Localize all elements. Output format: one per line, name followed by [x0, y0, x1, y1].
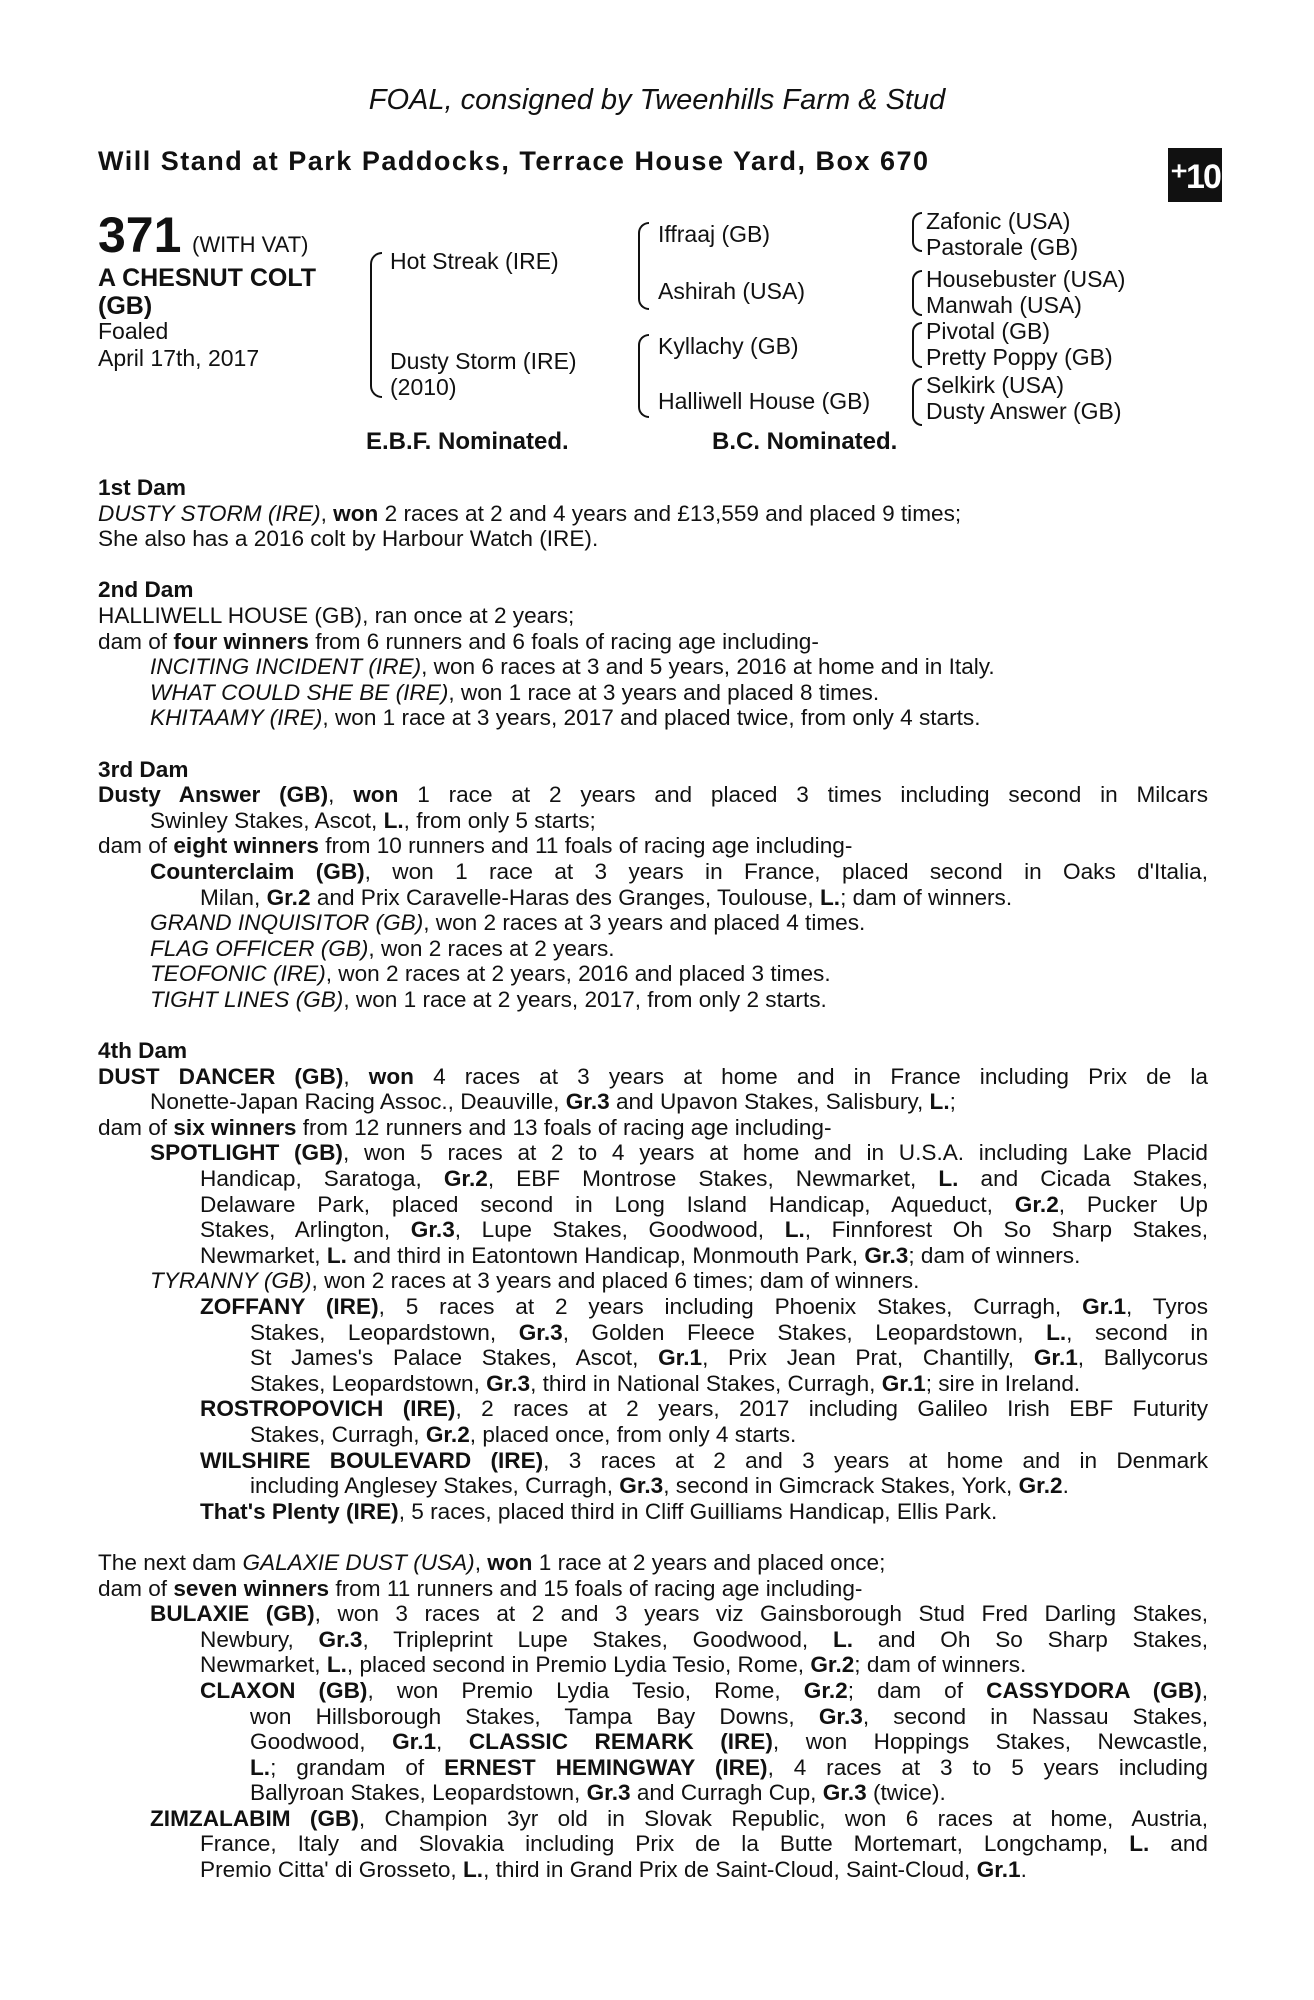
listed-mark: L. — [929, 1089, 950, 1115]
progeny-name: KHITAAMY (IRE) — [150, 705, 323, 731]
group-mark: Gr.2 — [425, 1421, 470, 1447]
progeny-name: CASSYDORA (GB) — [986, 1677, 1202, 1703]
next-dam-won: won — [487, 1549, 533, 1575]
text: Milan, — [200, 884, 261, 910]
text: Delaware Park, placed second in Long Island Handicap, Aqueduct, — [200, 1191, 993, 1217]
text: . — [1062, 1473, 1069, 1499]
first-dam-won: won — [333, 500, 379, 526]
pedigree-brace-ss — [912, 212, 922, 252]
text: , 3 races at 2 and 3 years at home and in Denmark — [543, 1447, 1208, 1473]
sire-name: Hot Streak (IRE) — [390, 248, 559, 274]
text: , third in Grand Prix de Saint-Cloud, Saint-Cloud, — [483, 1857, 971, 1883]
progeny-continuation — [98, 1166, 1208, 1192]
first-dam-line1: DUSTY STORM (IRE), won 2 races at 2 and 4 years and £13,559 and placed 9 times; — [98, 500, 962, 526]
winners-count: eight winners — [173, 833, 319, 859]
text: , Prix Jean Prat, Chantilly, — [702, 1345, 1015, 1371]
text: , won Premio Lydia Tesio, Rome, — [367, 1677, 781, 1703]
listed-mark: L. — [250, 1754, 271, 1780]
listed-mark: L. — [1129, 1831, 1150, 1857]
progeny-entry — [98, 1268, 1208, 1294]
progeny-name: TEOFONIC (IRE) — [150, 961, 326, 987]
text: , placed once, from only 4 starts. — [469, 1421, 797, 1447]
vat-note: (WITH VAT) — [192, 232, 309, 257]
listed-mark: L. — [462, 1857, 484, 1883]
text: and Prix Caravelle-Haras des Granges, Toulouse, — [316, 884, 814, 910]
text: and Curragh Cup, — [636, 1780, 817, 1806]
group-mark: Gr.2 — [443, 1166, 488, 1192]
damof-detail: from 11 runners and 15 foals of racing age including- — [335, 1575, 863, 1601]
progeny-continuation — [98, 1857, 1208, 1883]
text: , Tyros — [1126, 1294, 1209, 1319]
dd-dam: Dusty Answer (GB) — [926, 398, 1122, 424]
progeny-continuation — [98, 1422, 1208, 1448]
text: Newmarket, — [200, 1652, 321, 1678]
progeny-entry — [98, 961, 1208, 987]
foaled-label: Foaled — [98, 318, 169, 344]
fourth-dam-text: 4 races at 3 years at home and in France including Prix de la — [433, 1063, 1208, 1089]
group-mark: Gr.3 — [518, 1319, 563, 1345]
spacer — [98, 1012, 1208, 1038]
text: , Ballycorus — [1077, 1345, 1209, 1371]
group-mark: Gr.1 — [658, 1345, 703, 1371]
listed-mark: L. — [784, 1217, 805, 1243]
group-mark: Gr.2 — [1014, 1191, 1059, 1217]
next-dam-name: GALAXIE DUST (USA) — [242, 1549, 475, 1575]
progeny-text: , won 2 races at 3 years and placed 4 times. — [423, 910, 866, 936]
text: ; dam of — [847, 1677, 964, 1703]
consignment-title: FOAL, consigned by Tweenhills Farm & Stud — [368, 84, 946, 116]
text: , second in — [1066, 1319, 1209, 1345]
progeny-text: , won 5 races at 2 to 4 years at home and in U.S.A. including Lake Placid — [342, 1140, 1208, 1166]
group-mark: Gr.2 — [810, 1652, 855, 1678]
progeny-name: WILSHIRE BOULEVARD (IRE) — [200, 1447, 544, 1473]
progeny-entry — [98, 680, 1208, 706]
group-mark: Gr.3 — [565, 1089, 610, 1115]
damof-detail: from 12 runners and 13 foals of racing age including- — [302, 1114, 832, 1140]
ds-dam: Pretty Poppy (GB) — [926, 344, 1113, 370]
progeny-continuation — [98, 1755, 1208, 1781]
second-dam-damof — [98, 629, 1208, 655]
group-mark: Gr.3 — [486, 1370, 531, 1396]
text: ; dam of winners. — [854, 1652, 1027, 1678]
winners-count: seven winners — [173, 1575, 330, 1601]
text: ; sire in Ireland. — [925, 1370, 1081, 1396]
stand-location: Will Stand at Park Paddocks, Terrace House Yard, Box 670 — [98, 146, 930, 176]
damof-label: dam of — [98, 833, 168, 859]
progeny-name: GRAND INQUISITOR (GB) — [150, 910, 424, 936]
text: , Tripleprint Lupe Stakes, Goodwood, — [362, 1626, 809, 1652]
text: , — [436, 1729, 443, 1755]
text: and Upavon Stakes, Salisbury, — [615, 1089, 924, 1115]
text: , third in National Stakes, Curragh, — [530, 1370, 876, 1396]
text: Premio Citta' di Grosseto, — [200, 1857, 457, 1883]
text: The next dam — [98, 1549, 237, 1575]
group-mark: Gr.1 — [392, 1729, 437, 1755]
third-dam-line2 — [98, 808, 1208, 834]
text: , Golden Fleece Stakes, Leopardstown, — [562, 1319, 1024, 1345]
text: ; grandam of — [270, 1754, 425, 1780]
text: ; — [949, 1089, 956, 1115]
text: St James's Palace Stakes, Ascot, — [250, 1345, 639, 1371]
foaled-info — [98, 318, 259, 372]
progeny-name: CLAXON (GB) — [200, 1677, 368, 1703]
third-dam-text: 1 race at 2 years and placed 3 times including second in Milcars — [417, 782, 1209, 808]
progeny-entry — [98, 1601, 1208, 1627]
text: , won 3 races at 2 and 3 years viz Gainsborough Stud Fred Darling Stakes, — [314, 1601, 1208, 1627]
progeny-continuation — [98, 1320, 1208, 1346]
sd-dam: Manwah (USA) — [926, 292, 1082, 318]
text: Goodwood, — [250, 1729, 366, 1755]
listed-mark: L. — [326, 1652, 347, 1678]
third-dam-line1: Dusty Answer (GB), won 1 race at 2 years and placed 3 times including second in Milcars — [98, 782, 1209, 808]
progeny-name: ERNEST HEMINGWAY (IRE) — [444, 1754, 768, 1780]
group-mark: Gr.1 — [976, 1857, 1021, 1883]
damof-label: dam of — [98, 1114, 168, 1140]
progeny-continuation — [98, 1345, 1208, 1371]
foaled-date: April 17th, 2017 — [98, 345, 260, 371]
lot-desc-line2: (GB) — [98, 292, 153, 320]
catalogue-body — [98, 475, 1208, 1883]
text: Stakes, Curragh, — [250, 1421, 420, 1447]
progeny-continuation — [98, 1243, 1208, 1269]
group-mark: Gr.3 — [586, 1780, 631, 1806]
text: Nonette-Japan Racing Assoc., Deauville, — [150, 1089, 560, 1115]
progeny-text: , won 1 race at 3 years and placed 8 times. — [448, 679, 880, 705]
third-dam-name: Dusty Answer (GB) — [98, 782, 329, 808]
listed-mark: L. — [820, 884, 841, 910]
text: , second in Nassau Stakes, — [862, 1703, 1208, 1729]
ss-sire: Zafonic (USA) — [926, 208, 1071, 234]
progeny-name: FLAG OFFICER (GB) — [150, 935, 369, 961]
group-mark: Gr.1 — [1033, 1345, 1078, 1371]
winners-count: six winners — [173, 1114, 297, 1140]
text: ; dam of winners. — [840, 884, 1013, 910]
progeny-name: ROSTROPOVICH (IRE) — [200, 1396, 456, 1422]
progeny-entry — [98, 936, 1208, 962]
text: Ballyroan Stakes, Leopardstown, — [250, 1780, 581, 1806]
progeny-text: , won 6 races at 3 and 5 years, 2016 at home and in Italy. — [421, 654, 995, 680]
text: , Finnforest Oh So Sharp Stakes, — [804, 1217, 1208, 1243]
text: including Anglesey Stakes, Curragh, — [250, 1473, 613, 1499]
ebf-nominated: E.B.F. Nominated. — [366, 428, 569, 455]
lot-description — [98, 264, 368, 320]
damof-label: dam of — [98, 628, 168, 654]
next-dam-damof — [98, 1576, 1208, 1602]
second-dam-line1: HALLIWELL HOUSE (GB), ran once at 2 years; — [98, 602, 575, 628]
second-dam-heading: 2nd Dam — [98, 577, 194, 603]
sd-sire: Housebuster (USA) — [926, 266, 1126, 292]
third-dam-damof — [98, 833, 1208, 859]
sire-dam: Ashirah (USA) — [658, 278, 805, 304]
text: Stakes, Leopardstown, — [250, 1370, 480, 1396]
progeny-continuation — [98, 1780, 1208, 1806]
bc-nominated: B.C. Nominated. — [712, 428, 898, 455]
next-dam-line1: The next dam GALAXIE DUST (USA), won 1 race at 2 years and placed once; — [98, 1549, 886, 1575]
progeny-text: , won 2 races at 3 years and placed 6 times; dam of winners. — [311, 1268, 920, 1294]
fourth-dam-line1: DUST DANCER (GB), won 4 races at 3 years at home and in France including Prix de la — [98, 1063, 1208, 1089]
text: 1 race at 2 years and placed once; — [538, 1549, 886, 1575]
text: Swinley Stakes, Ascot, — [150, 807, 378, 833]
progeny-continuation — [98, 1652, 1208, 1678]
pedigree-brace-sd — [912, 270, 922, 316]
progeny-continuation — [98, 1473, 1208, 1499]
text: and — [1170, 1831, 1208, 1857]
text: . — [1020, 1857, 1027, 1883]
text: Newbury, — [200, 1626, 294, 1652]
text: (twice). — [872, 1780, 946, 1806]
progeny-text: , won 1 race at 2 years, 2017, from only 2 starts. — [343, 986, 827, 1012]
grand-progeny-entry — [98, 1448, 1208, 1474]
text: Newmarket, — [200, 1242, 321, 1268]
progeny-entry — [98, 654, 1208, 680]
fourth-dam-damof — [98, 1115, 1208, 1141]
listed-mark: L. — [383, 807, 404, 833]
progeny-text: , won 2 races at 2 years. — [368, 935, 615, 961]
progeny-name: TYRANNY (GB) — [150, 1268, 312, 1294]
progeny-name: ZIMZALABIM (GB) — [150, 1805, 359, 1831]
listed-mark: L. — [938, 1166, 959, 1192]
ss-dam: Pastorale (GB) — [926, 234, 1079, 260]
spacer — [98, 552, 1208, 578]
progeny-text: , won 1 race at 3 years in France, placed second in Oaks d'Italia, — [364, 858, 1208, 884]
grand-progeny-entry — [98, 1396, 1208, 1422]
text: , from only 5 starts; — [403, 807, 596, 833]
progeny-continuation — [98, 1627, 1208, 1653]
pedigree-brace-main — [370, 252, 382, 398]
first-dam-name: DUSTY STORM (IRE) — [98, 500, 321, 526]
winners-count: four winners — [173, 628, 309, 654]
text: , — [1201, 1677, 1208, 1703]
text: , 5 races at 2 years including Phoenix Stakes, Curragh, — [378, 1294, 1062, 1319]
progeny-name: WHAT COULD SHE BE (IRE) — [150, 679, 449, 705]
group-mark: Gr.1 — [1082, 1294, 1127, 1319]
text: and third in Eatontown Handicap, Monmouth Park, — [353, 1242, 859, 1268]
progeny-entry — [98, 1140, 1208, 1166]
group-mark: Gr.3 — [318, 1626, 363, 1652]
text: Handicap, Saratoga, — [200, 1166, 422, 1192]
third-dam-heading: 3rd Dam — [98, 756, 189, 782]
text: Stakes, Arlington, — [200, 1217, 391, 1243]
damof-label: dam of — [98, 1575, 168, 1601]
group-mark: Gr.3 — [822, 1780, 867, 1806]
progeny-name: ZOFFANY (IRE) — [200, 1294, 379, 1319]
progeny-name: INCITING INCIDENT (IRE) — [150, 654, 422, 680]
group-mark: Gr.3 — [410, 1217, 455, 1243]
progeny-continuation — [98, 1831, 1208, 1857]
sire-sire: Iffraaj (GB) — [658, 221, 771, 247]
text: , 4 races at 3 to 5 years including — [767, 1754, 1208, 1780]
progeny-name: Counterclaim (GB) — [150, 858, 365, 884]
spacer — [98, 731, 1208, 757]
spacer — [98, 1524, 1208, 1550]
progeny-entry — [98, 859, 1208, 885]
progeny-continuation — [98, 1371, 1208, 1397]
dam-dam: Halliwell House (GB) — [658, 388, 871, 414]
fourth-dam-line2 — [98, 1089, 1208, 1115]
progeny-name: CLASSIC REMARK (IRE) — [468, 1729, 773, 1755]
listed-mark: L. — [1046, 1319, 1067, 1345]
group-mark: Gr.3 — [818, 1703, 863, 1729]
first-dam-heading: 1st Dam — [98, 475, 186, 500]
pedigree-brace-ds — [912, 322, 922, 368]
first-dam-text: 2 races at 2 and 4 years and £13,559 and placed 9 times; — [384, 500, 962, 526]
group-mark: Gr.2 — [803, 1677, 848, 1703]
pedigree-brace-dam — [638, 334, 649, 418]
damof-detail: from 10 runners and 11 foals of racing age including- — [325, 833, 853, 859]
text: , 5 races, placed third in Cliff Guilliams Handicap, Ellis Park. — [398, 1498, 998, 1524]
progeny-continuation — [98, 1704, 1208, 1730]
progeny-continuation — [98, 1217, 1208, 1243]
progeny-continuation — [98, 885, 1208, 911]
text: , second in Gimcrack Stakes, York, — [663, 1473, 1013, 1499]
progeny-continuation — [98, 1192, 1208, 1218]
grand-progeny-entry — [98, 1678, 1208, 1704]
progeny-text: , won 2 races at 2 years, 2016 and placed 3 times. — [325, 961, 831, 987]
progeny-continuation — [98, 1729, 1208, 1755]
group-mark: Gr.2 — [266, 884, 311, 910]
group-mark: Gr.3 — [864, 1242, 909, 1268]
pedigree-brace-sire — [638, 222, 649, 310]
listed-mark: L. — [832, 1626, 854, 1652]
first-dam-line2: She also has a 2016 colt by Harbour Watch (IRE). — [98, 526, 599, 552]
damof-detail: from 6 runners and 6 foals of racing age including- — [315, 628, 819, 654]
text: , won Hoppings Stakes, Newcastle, — [772, 1729, 1208, 1755]
group-mark: Gr.1 — [881, 1370, 926, 1396]
progeny-name: That's Plenty (IRE) — [200, 1498, 399, 1524]
plus10-badge: ⁺10 — [1168, 148, 1222, 202]
third-dam-won: won — [353, 782, 399, 808]
text: , Champion 3yr old in Slovak Republic, won 6 races at home, Austria, — [358, 1805, 1209, 1831]
progeny-name: SPOTLIGHT (GB) — [150, 1140, 343, 1166]
progeny-text: , won 1 race at 3 years, 2017 and placed twice, from only 4 starts. — [322, 705, 981, 731]
group-mark: Gr.2 — [1018, 1473, 1063, 1499]
text: , placed second in Premio Lydia Tesio, Rome, — [346, 1652, 805, 1678]
listed-mark: L. — [326, 1242, 347, 1268]
grand-progeny-entry — [98, 1294, 1208, 1320]
text: ; dam of winners. — [908, 1242, 1081, 1268]
group-mark: Gr.3 — [619, 1473, 664, 1499]
text: , Pucker Up — [1058, 1191, 1208, 1217]
text: and Oh So Sharp Stakes, — [877, 1626, 1208, 1652]
fourth-dam-name: DUST DANCER (GB) — [98, 1063, 344, 1089]
text: , EBF Montrose Stakes, Newmarket, — [487, 1166, 917, 1192]
text: , 2 races at 2 years, 2017 including Galileo Irish EBF Futurity — [455, 1396, 1209, 1422]
dam-name: Dusty Storm (IRE) — [390, 348, 577, 374]
text: won Hillsborough Stakes, Tampa Bay Downs, — [250, 1703, 795, 1729]
grand-progeny-entry — [98, 1499, 1208, 1525]
lot-number: 371 — [98, 207, 182, 263]
progeny-entry — [98, 1806, 1208, 1832]
progeny-entry — [98, 987, 1208, 1013]
ds-sire: Pivotal (GB) — [926, 318, 1050, 344]
text: Stakes, Leopardstown, — [250, 1319, 497, 1345]
progeny-name: TIGHT LINES (GB) — [150, 986, 344, 1012]
dam-sire: Kyllachy (GB) — [658, 333, 799, 359]
text: and Cicada Stakes, — [980, 1166, 1209, 1192]
progeny-entry — [98, 705, 1208, 731]
lot-desc-line1: A CHESNUT COLT — [98, 264, 317, 292]
text: , Lupe Stakes, Goodwood, — [454, 1217, 765, 1243]
pedigree-brace-dd — [912, 378, 922, 426]
progeny-entry — [98, 910, 1208, 936]
dam-year: (2010) — [390, 374, 457, 400]
fourth-dam-won: won — [368, 1063, 414, 1089]
dd-sire: Selkirk (USA) — [926, 372, 1065, 398]
text: France, Italy and Slovakia including Prix de la Butte Mortemart, Longchamp, — [200, 1831, 1109, 1857]
progeny-name: BULAXIE (GB) — [150, 1601, 315, 1627]
fourth-dam-heading: 4th Dam — [98, 1038, 188, 1064]
